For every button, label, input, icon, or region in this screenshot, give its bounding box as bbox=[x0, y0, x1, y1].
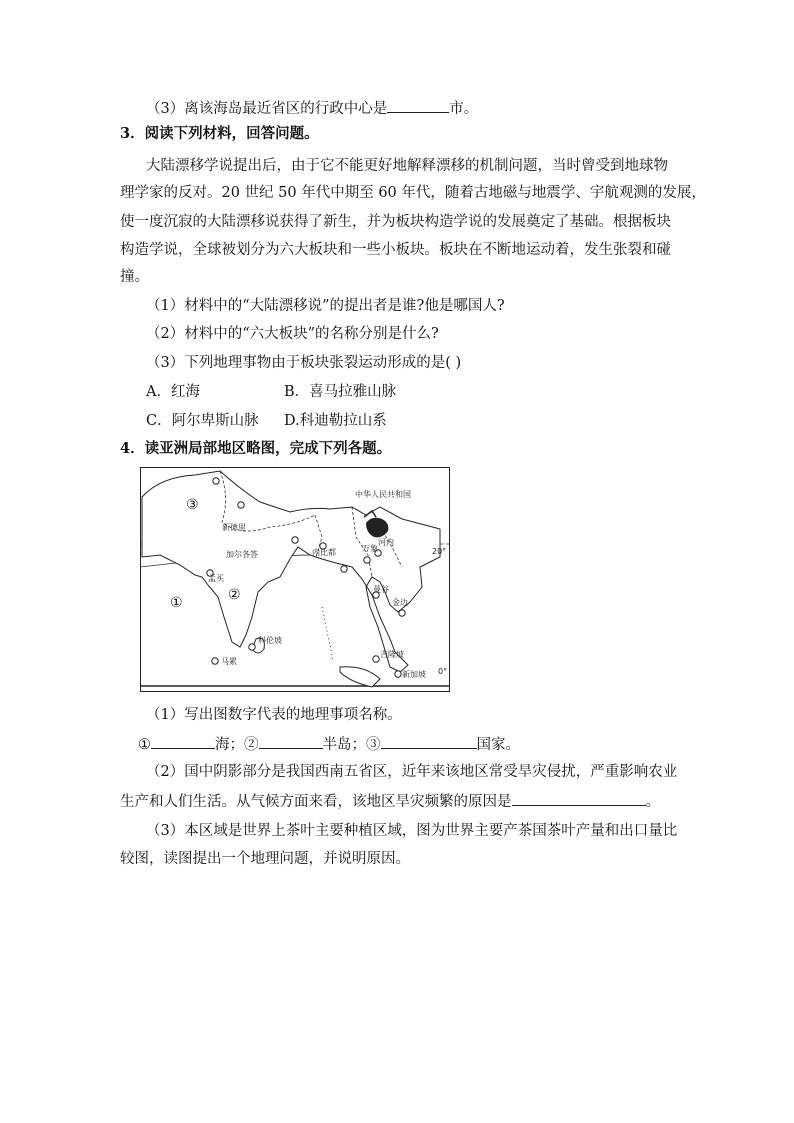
label-hanoi: 河内 bbox=[378, 538, 394, 547]
q4-sub2-line-1: （2）国中阴影部分是我国西南五省区，近年来该地区常受旱灾侵扰，严重影响农业 bbox=[146, 764, 678, 780]
label-vientiane: 万象 bbox=[362, 544, 378, 553]
city-marker bbox=[373, 656, 379, 662]
label-mumbai: 孟买 bbox=[208, 574, 224, 583]
q4-sub2-end: 。 bbox=[645, 794, 660, 810]
option-b[interactable]: B．喜马拉雅山脉 bbox=[284, 384, 397, 400]
label-kolkata: 加尔各答 bbox=[226, 550, 258, 559]
city-marker bbox=[341, 566, 347, 572]
q3-sub1: （1）材料中的“大陆漂移说”的提出者是谁?他是哪国人? bbox=[146, 298, 505, 314]
q4-sub3-line-2: 较图，读图提出一个地理问题，并说明原因。 bbox=[120, 851, 410, 867]
city-marker bbox=[364, 557, 370, 563]
q2-sub3-suffix: 市。 bbox=[449, 101, 479, 117]
option-d[interactable]: D.科迪勒拉山系 bbox=[284, 413, 387, 429]
label-colombo: 科伦坡 bbox=[258, 636, 282, 645]
label-number-3: ③ bbox=[186, 497, 199, 513]
option-c[interactable]: C．阿尔卑斯山脉 bbox=[146, 413, 259, 429]
suffix-sea: 海； bbox=[215, 737, 244, 753]
q4-answer-row bbox=[138, 733, 520, 755]
answer-blank-1[interactable] bbox=[151, 733, 215, 749]
q3-para-line-1: 大陆漂移学说提出后，由于它不能更好地解释漂移的机制问题，当时曾受到地球物 bbox=[146, 158, 668, 174]
q4-sub3-line-1: （3）本区域是世界上茶叶主要种植区域，图为世界主要产茶国茶叶产量和出口量比 bbox=[146, 823, 678, 839]
map-svg bbox=[140, 467, 450, 692]
label-lat-20: 20° bbox=[432, 547, 447, 556]
suffix-peninsula: 半岛； bbox=[322, 737, 366, 753]
answer-blank-4[interactable] bbox=[512, 790, 646, 806]
q3-para-line-3: 使一度沉寂的大陆漂移说获得了新生，并为板块构造学说的发展奠定了基础。根据板块 bbox=[120, 214, 671, 230]
q2-sub3-text: （3）离该海岛最近省区的行政中心是 bbox=[146, 101, 388, 117]
answer-blank-3[interactable] bbox=[381, 733, 477, 749]
q3-title: 3．阅读下列材料，回答问题。 bbox=[120, 125, 319, 142]
label-male: 马累 bbox=[221, 657, 237, 666]
label-phnom-penh: 金边 bbox=[392, 598, 408, 607]
city-marker bbox=[212, 658, 218, 664]
city-marker bbox=[249, 644, 255, 650]
q3-sub3: （3）下列地理事物由于板块张裂运动形成的是( ) bbox=[146, 355, 462, 371]
label-naypyidaw: 内比都 bbox=[312, 548, 336, 557]
q3-para-line-4: 构造学说，全球被划分为六大板块和一些小板块。板块在不断地运动着，发生张裂和碰 bbox=[120, 242, 671, 258]
num-2: ② bbox=[244, 737, 259, 753]
q4-sub2-text: 生产和人们生活。从气候方面来看，该地区旱灾频繁的原因是 bbox=[120, 794, 512, 810]
label-bangkok: 曼谷 bbox=[373, 585, 389, 594]
answer-blank-2[interactable] bbox=[259, 733, 323, 749]
label-number-1: ① bbox=[170, 595, 183, 611]
num-3: ③ bbox=[366, 737, 381, 753]
label-singapore: 新加坡 bbox=[402, 670, 426, 679]
label-lat-0: 0° bbox=[438, 667, 448, 676]
option-a[interactable]: A．红海 bbox=[146, 384, 200, 400]
q2-sub3 bbox=[146, 97, 478, 119]
city-marker bbox=[238, 502, 244, 508]
q4-sub2-line-2 bbox=[120, 790, 660, 812]
city-marker bbox=[213, 478, 219, 484]
label-kuala-lumpur: 吉隆坡 bbox=[380, 650, 404, 659]
label-new-delhi: 新德里 bbox=[222, 523, 246, 532]
answer-blank[interactable] bbox=[387, 97, 449, 113]
city-marker bbox=[399, 610, 405, 616]
q3-para-line-2: 理学家的反对。20 世纪 50 年代中期至 60 年代，随着古地磁与地震学、宇航观测的发展， bbox=[120, 185, 706, 201]
q4-sub1: （1）写出图数字代表的地理事项名称。 bbox=[146, 707, 402, 723]
q4-title: 4．读亚洲局部地区略图，完成下列各题。 bbox=[120, 440, 392, 457]
q3-para-line-5: 撞。 bbox=[120, 269, 149, 285]
city-marker bbox=[292, 537, 298, 543]
num-1: ① bbox=[138, 737, 151, 753]
q3-sub2: （2）材料中的“六大板块”的名称分别是什么? bbox=[146, 326, 439, 342]
label-china: 中华人民共和国 bbox=[355, 490, 411, 499]
label-number-2: ② bbox=[228, 587, 241, 603]
suffix-country: 国家。 bbox=[476, 737, 520, 753]
city-marker bbox=[395, 671, 401, 677]
asia-region-map bbox=[140, 467, 450, 692]
